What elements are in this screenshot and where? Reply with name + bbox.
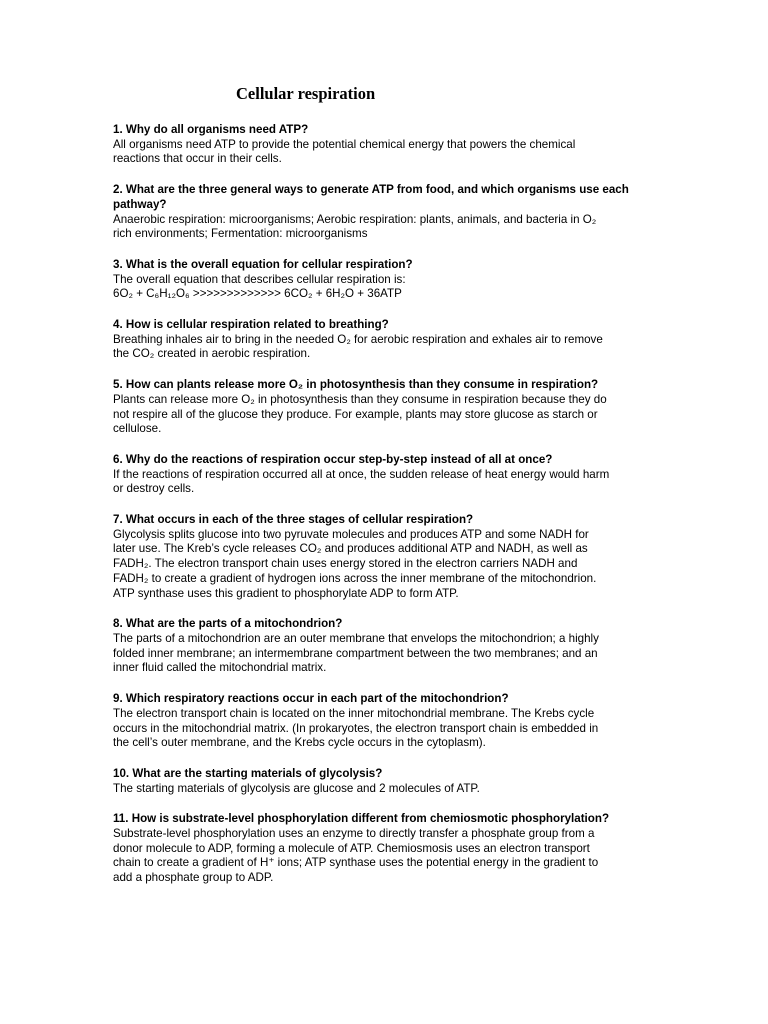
answer-text (113, 138, 658, 167)
answer-line: add a phosphate group to ADP. (113, 871, 274, 885)
answer-text (113, 273, 658, 302)
answer-line: the cell’s outer membrane, and the Krebs cycle occurs in the cytoplasm). (113, 736, 486, 750)
question-block (113, 123, 658, 167)
question-block (113, 513, 658, 601)
answer-text (113, 468, 658, 497)
answer-text (113, 333, 658, 362)
answer-line: folded inner membrane; an intermembrane compartment between the two membranes; and an (113, 646, 598, 660)
answer-line: cellulose. (113, 422, 162, 436)
answer-line: FADH₂. The electron transport chain uses energy stored in the electron carriers NADH and (113, 557, 578, 571)
answer-line: The parts of a mitochondrion are an outer membrane that envelops the mitochondrion; a highly (113, 631, 599, 645)
answer-line: or destroy cells. (113, 482, 195, 496)
question-text: 10. What are the starting materials of glycolysis? (113, 766, 383, 780)
answer-line: All organisms need ATP to provide the potential chemical energy that powers the chemical (113, 137, 576, 151)
question-text: 11. How is substrate-level phosphorylation different from chemiosmotic phosphorylation? (113, 812, 610, 826)
question-text: 6. Why do the reactions of respiration occur step-by-step instead of all at once? (113, 452, 553, 466)
answer-line: rich environments; Fermentation: microorganisms (113, 227, 368, 241)
answer-line: later use. The Kreb’s cycle releases CO₂ and produces additional ATP and NADH, as well as (113, 542, 588, 556)
answer-text (113, 393, 658, 437)
answer-line: FADH₂ to create a gradient of hydrogen ions across the inner membrane of the mitochondrion. (113, 571, 597, 585)
question-text: 8. What are the parts of a mitochondrion? (113, 617, 343, 631)
equation-line: 6O₂ + C₆H₁₂O₆ >>>>>>>>>>>>> 6CO₂ + 6H₂O + 36ATP (113, 287, 402, 301)
answer-line: Anaerobic respiration: microorganisms; Aerobic respiration: plants, animals, and bacteria in O₂ (113, 212, 597, 226)
question-text: 4. How is cellular respiration related to breathing? (113, 318, 389, 332)
answer-line: ATP synthase uses this gradient to phosphorylate ADP to form ATP. (113, 586, 459, 600)
answer-text (113, 827, 658, 886)
question-text: 2. What are the three general ways to generate ATP from food, and which organisms use each pathway? (113, 183, 629, 211)
question-block (113, 183, 658, 242)
question-block (113, 453, 658, 497)
answer-line: not respire all of the glucose they produce. For example, plants may store glucose as starch or (113, 407, 598, 421)
question-text: 1. Why do all organisms need ATP? (113, 123, 309, 136)
answer-line: The overall equation that describes cellular respiration is: (113, 272, 406, 286)
answer-line: The electron transport chain is located on the inner mitochondrial membrane. The Krebs cycle (113, 706, 595, 720)
answer-line: If the reactions of respiration occurred all at once, the sudden release of heat energy would harm (113, 467, 610, 481)
question-block (113, 812, 658, 886)
question-list (113, 123, 658, 902)
question-text: 5. How can plants release more O₂ in photosynthesis than they consume in respiration? (113, 378, 599, 392)
answer-line: Glycolysis splits glucose into two pyruvate molecules and produces ATP and some NADH for (113, 527, 589, 541)
question-block (113, 617, 658, 676)
answer-line: Breathing inhales air to bring in the needed O₂ for aerobic respiration and exhales air to remove (113, 332, 603, 346)
answer-line: Plants can release more O₂ in photosynthesis than they consume in respiration because they do (113, 392, 607, 406)
answer-text (113, 707, 658, 751)
question-text: 9. Which respiratory reactions occur in each part of the mitochondrion? (113, 692, 509, 706)
question-block (113, 378, 658, 437)
document-title: Cellular respiration (236, 84, 376, 103)
question-block (113, 767, 658, 796)
question-block (113, 318, 658, 362)
answer-line: donor molecule to ADP, forming a molecule of ATP. Chemiosmosis uses an electron transport (113, 841, 590, 855)
answer-line: the CO₂ created in aerobic respiration. (113, 347, 311, 361)
answer-text (113, 782, 658, 797)
answer-text (113, 213, 658, 242)
answer-line: chain to create a gradient of H⁺ ions; ATP synthase uses the potential energy in the gradient to (113, 856, 599, 870)
answer-text (113, 632, 658, 676)
question-block (113, 692, 658, 751)
answer-line: reactions that occur in their cells. (113, 152, 282, 166)
answer-line: Substrate-level phosphorylation uses an enzyme to directly transfer a phosphate group from a (113, 827, 595, 841)
question-block (113, 258, 658, 302)
question-text: 7. What occurs in each of the three stages of cellular respiration? (113, 513, 474, 527)
answer-text (113, 528, 658, 602)
answer-line: occurs in the mitochondrial matrix. (In prokaryotes, the electron transport chain is embedded in (113, 721, 599, 735)
answer-line: inner fluid called the mitochondrial matrix. (113, 661, 327, 675)
question-text: 3. What is the overall equation for cellular respiration? (113, 257, 413, 271)
answer-line: The starting materials of glycolysis are glucose and 2 molecules of ATP. (113, 781, 480, 795)
